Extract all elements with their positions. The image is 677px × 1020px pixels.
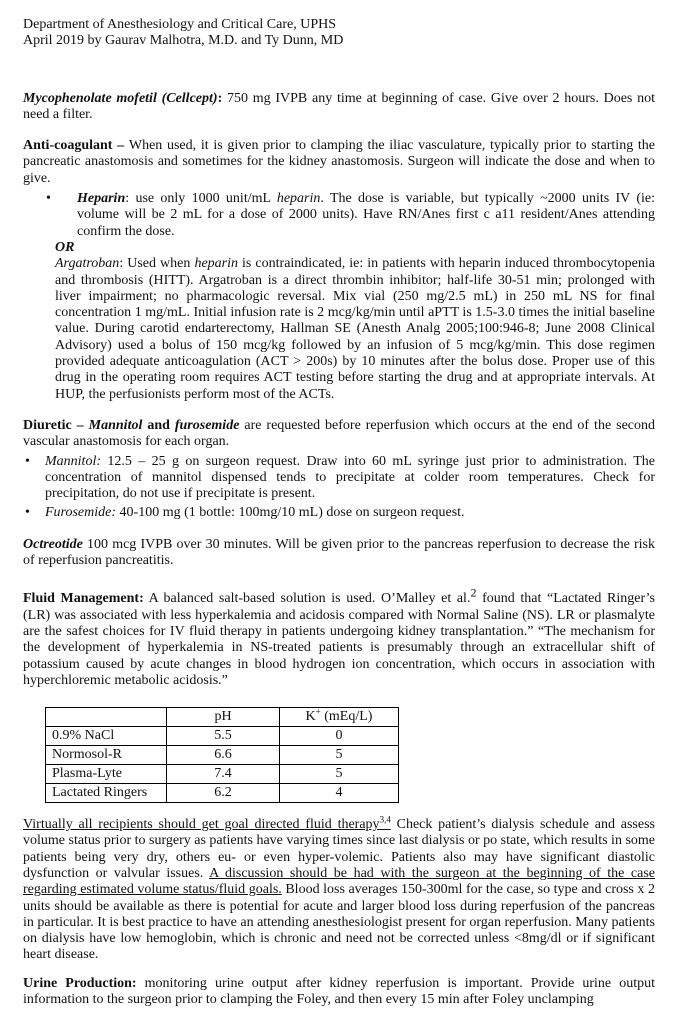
or-label: OR [55, 239, 75, 255]
k-plus-superscript: + [315, 706, 321, 717]
iv-fluid-comparison-table [45, 707, 399, 803]
para-argatroban-text: : Used when [119, 256, 195, 272]
para-octreotide [23, 537, 655, 570]
table-row [46, 746, 399, 765]
cell-k: 0 [280, 727, 399, 746]
bullet-furosemide-body: 40-100 mg (1 bottle: 100mg/10 mL) dose on surgeon request. [116, 505, 465, 521]
drug-title-octreotide: Octreotide [23, 536, 83, 552]
bullet-heparin-rest: . The dose is variable, but typically ~2000 units IV (ie: volume will be 2 mL for a dose of 2000 units). Have RN/Anes first c a11 resident/Anes attending confirm the dose. [77, 191, 655, 239]
cell-ph: 7.4 [167, 765, 280, 784]
k-symbol: K [305, 709, 316, 725]
citation-superscript-2: 2 [470, 585, 477, 600]
cell-k: 4 [280, 784, 399, 803]
table-row [46, 765, 399, 784]
underlined-fluid-therapy-text: Virtually all recipients should get goal directed fluid therapy [23, 817, 380, 833]
doc-header-line1: Department of Anesthesiology and Critical Care, UPHS [23, 17, 336, 32]
para-fluid-goals-rest: Blood loss averages 150-300ml for the case, so type and cross x 2 units should be available as there is potential for acute and larger blood loss during reperfusion of the pancreas in particular. It is best practice to have an attending anesthesiologist present for organ reperfusion. Many patients on dialysis have low hemoglobin, which is chronic and need not be corrected unless <8mg/dl or if significant heart disease. [23, 882, 655, 963]
para-fluid-body2: found that “Lactated Ringer’s (LR) was associated with less hyperkalemia and acidosis compared with Normal Saline (NS). LR or plasmalyte are the safest choices for IV fluid therapy in patients undergoing kidney transplantation.” “The mechanism for the development of hyperkalemia in NS-treated patients is presumably through an extracellular shift of potassium caused by acute changes in blood hydrogen ion concentration, which occurs in association with hyperchloremic metabolic acidosis.” [23, 591, 655, 688]
cell-ph: 5.5 [167, 727, 280, 746]
cell-k: 5 [280, 746, 399, 765]
para-mycophenolate-body: 750 mg IVPB any time at beginning of case. Give over 2 hours. Does not need a filter. [23, 90, 656, 122]
para-argatroban [55, 256, 655, 403]
cell-fluid-name: Plasma-Lyte [46, 765, 167, 784]
para-diuretic [23, 418, 655, 451]
para-mycophenolate [23, 91, 655, 124]
cell-fluid-name: Normosol-R [46, 746, 167, 765]
para-fluid-goals [23, 814, 655, 964]
cell-ph: 6.6 [167, 746, 280, 765]
bullet-mannitol-body: 12.5 – 25 g on surgeon request. Draw into 60 mL syringe just prior to administration. The concentration of mannitol dispensed tends to precipitate at colder room temperatures. Check for precipitation, do not use if precipitate is present. [45, 453, 655, 502]
doc-header-line2: April 2019 by Gaurav Malhotra, M.D. and Ty Dunn, MD [23, 33, 344, 49]
drug-label-furosemide: Furosemide: [45, 505, 117, 521]
drug-title-heparin: Heparin [77, 191, 126, 207]
table-row [46, 727, 399, 746]
para-urine-production [23, 976, 655, 1009]
table-row [46, 784, 399, 803]
para-fluid-body1: A balanced salt-based solution is used. O’Malley et al. [143, 591, 471, 607]
section-title-diuretic: Diuretic – [23, 417, 89, 433]
section-title-fluid-management: Fluid Management: [23, 591, 144, 607]
para-urine-body: monitoring urine output after kidney reperfusion is important. Provide urine output information to the surgeon prior to clamping the Foley, and then every 15 min after Foley unclamping [23, 975, 655, 1008]
header-cell-blank [46, 708, 167, 727]
drug-title-mycophenolate: Mycophenolate mofetil (Cellcept) [23, 90, 218, 106]
para-argatroban-rest: is contraindicated, ie: in patients with heparin induced thrombocytopenia and thrombosis (HITT). Argatroban is a direct thrombin inhibitor; half-life 30-51 min; prolonged with liver impairment; no pharmacologic reversal. Mix vial (250 mg/2.5 mL) in 250 mL NS for final concentration 1 mg/mL. Initial infusion rate is 2 mcg/kg/min until aPTT is 1.5-3.0 times the initial baseline value. During carotid endarterectomy, Hallman SE (Anesth Analg 2005;100:946-8; June 2008 Clinical Advisory) used a bolus of 150 mcg/kg followed by an infusion of 5 mcg/kg/min. This dose regimen provided adequate anticoagulation (ACT > 200s) by 10 minutes after the bolus dose. Proper use of this drug in the operating room requires ACT testing before starting the drug and at appropriate intervals. At HUP, the perfusionists perform most of the ACTs. [55, 256, 655, 402]
para-anticoagulant-body: When used, it is given prior to clamping the iliac vasculature, typically prior to starting the pancreatic anastomosis and sometimes for the kidney anastomosis. Surgeon will indicate the dose and when to give. [23, 138, 655, 186]
table-header-row [46, 708, 399, 727]
drug-title-mannitol: Mannitol [88, 417, 143, 433]
header-cell-potassium [280, 708, 399, 727]
bullet-heparin [77, 191, 655, 240]
para-diuretic-body: are requested before reperfusion which occurs at the end of the second vascular anastomosis for each organ. [23, 417, 655, 450]
section-title-urine-production: Urine Production: [23, 975, 137, 991]
underlined-surgeon-discussion: A discussion should be had with the surgeon at the beginning of the case regarding estimated volume status/fluid goals. [23, 865, 655, 898]
k-unit: (mEq/L) [320, 709, 373, 725]
drug-title-argatroban: Argatroban [55, 256, 120, 272]
para-fluid-management [23, 585, 655, 689]
citation-superscript-3-4: 3,4 [379, 814, 391, 825]
cell-fluid-name: 0.9% NaCl [46, 727, 167, 746]
drug-ref-heparin-2: heparin [194, 256, 238, 272]
drug-ref-heparin: heparin [276, 191, 321, 207]
bullet-furosemide [45, 505, 655, 521]
cell-k: 5 [280, 765, 399, 784]
cell-fluid-name: Lactated Ringers [46, 784, 167, 803]
drug-label-mannitol: Mannitol: [45, 453, 101, 469]
section-title-anticoagulant: Anti-coagulant – [23, 138, 129, 154]
underlined-fluid-therapy [23, 814, 391, 833]
diuretic-and: and [142, 417, 175, 433]
title-separator: : [217, 90, 227, 106]
para-anticoagulant [23, 138, 655, 187]
para-fluid-goals-mid: Check patient’s dialysis schedule and assess volume status prior to surgery as patients have varying times since last dialysis or po state, which results in some patients being very dry, others eu- or even hyper-volemic. Patients also may have significant diastolic dysfunction or valvular issues. [23, 817, 655, 881]
bullet-heparin-text: : use only 1000 unit/mL [125, 191, 277, 207]
para-octreotide-body: 100 mcg IVPB over 30 minutes. Will be given prior to the pancreas reperfusion to decrease the risk of reperfusion pancreatitis. [23, 536, 655, 569]
header-cell-ph: pH [167, 708, 280, 727]
bullet-mannitol [45, 454, 655, 503]
cell-ph: 6.2 [167, 784, 280, 803]
drug-title-furosemide: furosemide [174, 417, 240, 433]
